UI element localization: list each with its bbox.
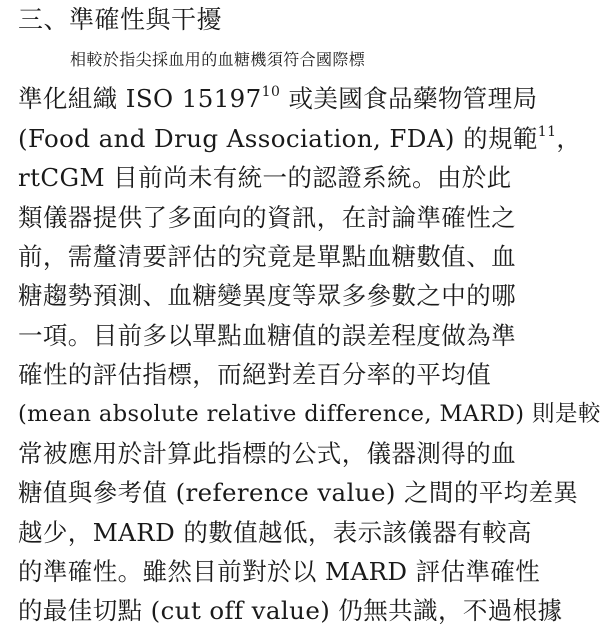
text-line: rtCGM 目前尚未有統一的認證系統。由於此	[18, 163, 512, 193]
text-line: 的最佳切點 (cut off value) 仍無共識，不過根據	[18, 596, 563, 626]
text-line: 常被應用於計算此指標的公式，儀器測得的血	[18, 438, 516, 468]
text-line: 前，需釐清要評估的究竟是單點血糖數值、血	[18, 241, 516, 271]
citation-ref-11: 11	[537, 123, 557, 140]
text-line: 確性的評估指標，而絕對差百分率的平均值	[18, 360, 492, 390]
text-segment: 或美國食品藥物管理局	[280, 84, 538, 114]
text-line: 的準確性。雖然目前對於以 MARD 評估準確性	[18, 557, 541, 587]
text-line	[18, 119, 603, 158]
text-line: 一項。目前多以單點血糖值的誤差程度做為準	[18, 320, 516, 350]
text-line: 糖趨勢預測、血糖變異度等眾多參數之中的哪	[18, 281, 516, 311]
text-segment: ，	[556, 123, 582, 153]
text-line: (mean absolute relative difference, MARD) 則是較	[18, 400, 601, 427]
text-line: 糖值與參考值 (reference value) 之間的平均差異	[18, 478, 579, 508]
citation-ref-10: 10	[261, 84, 281, 101]
text-line: 類儀器提供了多面向的資訊，在討論準確性之	[18, 202, 516, 232]
text-line	[18, 79, 603, 118]
section-heading: 三、準確性與干擾	[18, 5, 223, 34]
text-line: 越少，MARD 的數值越低，表示該儀器有較高	[18, 517, 532, 547]
text-segment: (Food and Drug Association, FDA) 的規範	[18, 123, 538, 153]
text-line: 相較於指尖採血用的血糖機須符合國際標	[70, 50, 366, 69]
paragraph	[18, 40, 603, 631]
text-segment: 準化組織 ISO 15197	[18, 84, 262, 114]
